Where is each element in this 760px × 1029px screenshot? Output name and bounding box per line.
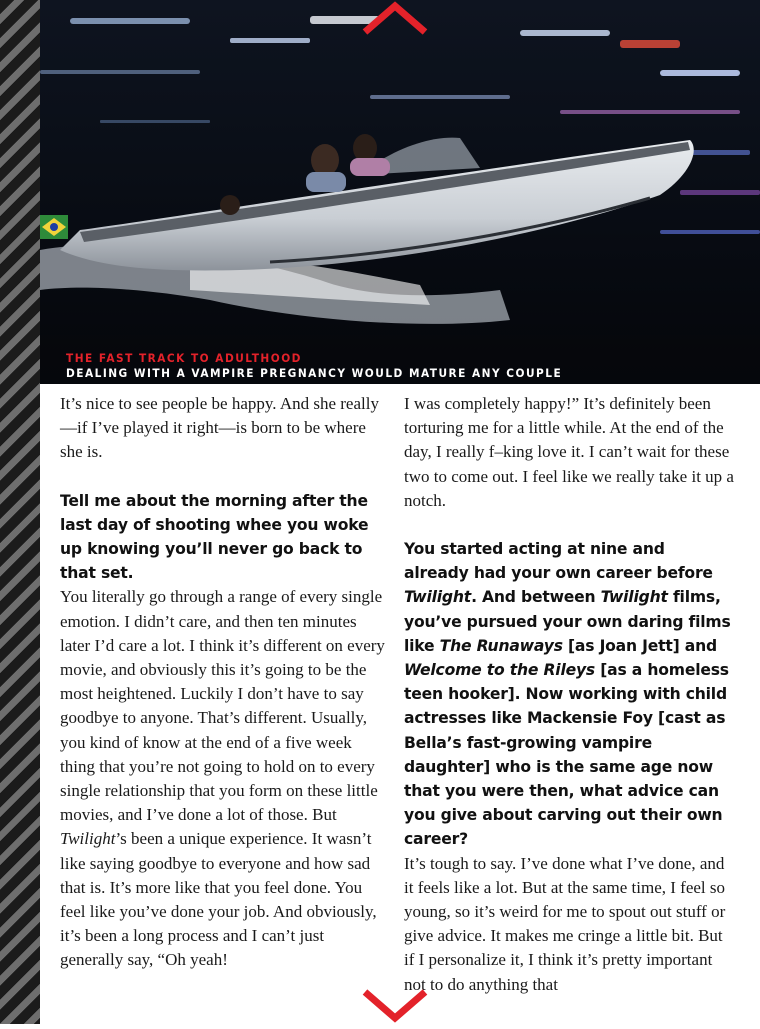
italic-title: Welcome to the Rileys (404, 661, 596, 680)
italic-title: Twilight (600, 588, 668, 607)
interview-question: Tell me about the morning after the last day of shooting whee you woke up knowing you’ll never go back to that set. (60, 491, 369, 583)
next-page-button[interactable] (361, 988, 429, 1024)
decorative-stripe-border (0, 0, 40, 1024)
answer-paragraph: You literally go through a range of every single emotion. I didn’t care, and then ten minutes later I’d care a lot. I think it’s different on every movie, and obviously this it’s going to be the most heightened. Luckily I don’t have to say goodbye to anyone. That’s different. Usually, you kind of know at the end of a five week thing that you’re not going to hold on to every single relationship that you form on these little movies, and I’ve done a lot of those. But Twilight’s been a unique experience. It wasn’t like saying goodbye to everyone and how sad that is. It’s more like that you feel done. You feel like you’ve done your job. And obviously, it’s been a long process and I can’t just generally say, “Oh yeah! (60, 587, 385, 970)
speedboat-night-illustration (40, 0, 760, 384)
caption-kicker: THE FAST TRACK TO ADULTHOOD (66, 351, 302, 365)
article-column-left (60, 392, 390, 973)
caption-text: DEALING WITH A VAMPIRE PREGNANCY WOULD MATURE ANY COUPLE (66, 366, 563, 380)
italic-title: Twilight (60, 829, 116, 849)
answer-paragraph: It’s tough to say. I’ve done what I’ve done, and it feels like a lot. But at the same time, I feel so young, so it’s weird for me to spout out stuff or give advice. It makes me cringe a little bit. But if I personalize it, I think it’s pretty important not to do anything that (404, 853, 726, 994)
italic-title: Twilight (404, 588, 472, 607)
chevron-up-icon (361, 0, 429, 36)
article-column-right (404, 392, 734, 997)
italic-title: The Runaways (439, 636, 563, 655)
hero-photo (40, 0, 760, 384)
interview-question: You started acting at nine and already had your own career before Twilight. And between Twilight films, you’ve pursued your own daring films like The Runaways [as Joan Jett] and Welcome to the Rileys [as a homeless teen hooker]. Now working with child actresses like Mackensie Foy [cast as Bella’s fast-growing vampire daughter] who is the same age now that you were then, what advice can you give about carving out their own career? (404, 540, 731, 849)
answer-paragraph: It’s nice to see people be happy. And she really—if I’ve played it right—is born to be where she is. (60, 394, 379, 462)
answer-paragraph: I was completely happy!” It’s definitely been torturing me for a little while. At the end of the day, I really f–king love it. I can’t wait for these two to come out. I feel like we really take it up a notch. (404, 394, 734, 510)
photo-caption (66, 351, 562, 381)
previous-page-button[interactable] (361, 0, 429, 36)
chevron-down-icon (361, 988, 429, 1024)
